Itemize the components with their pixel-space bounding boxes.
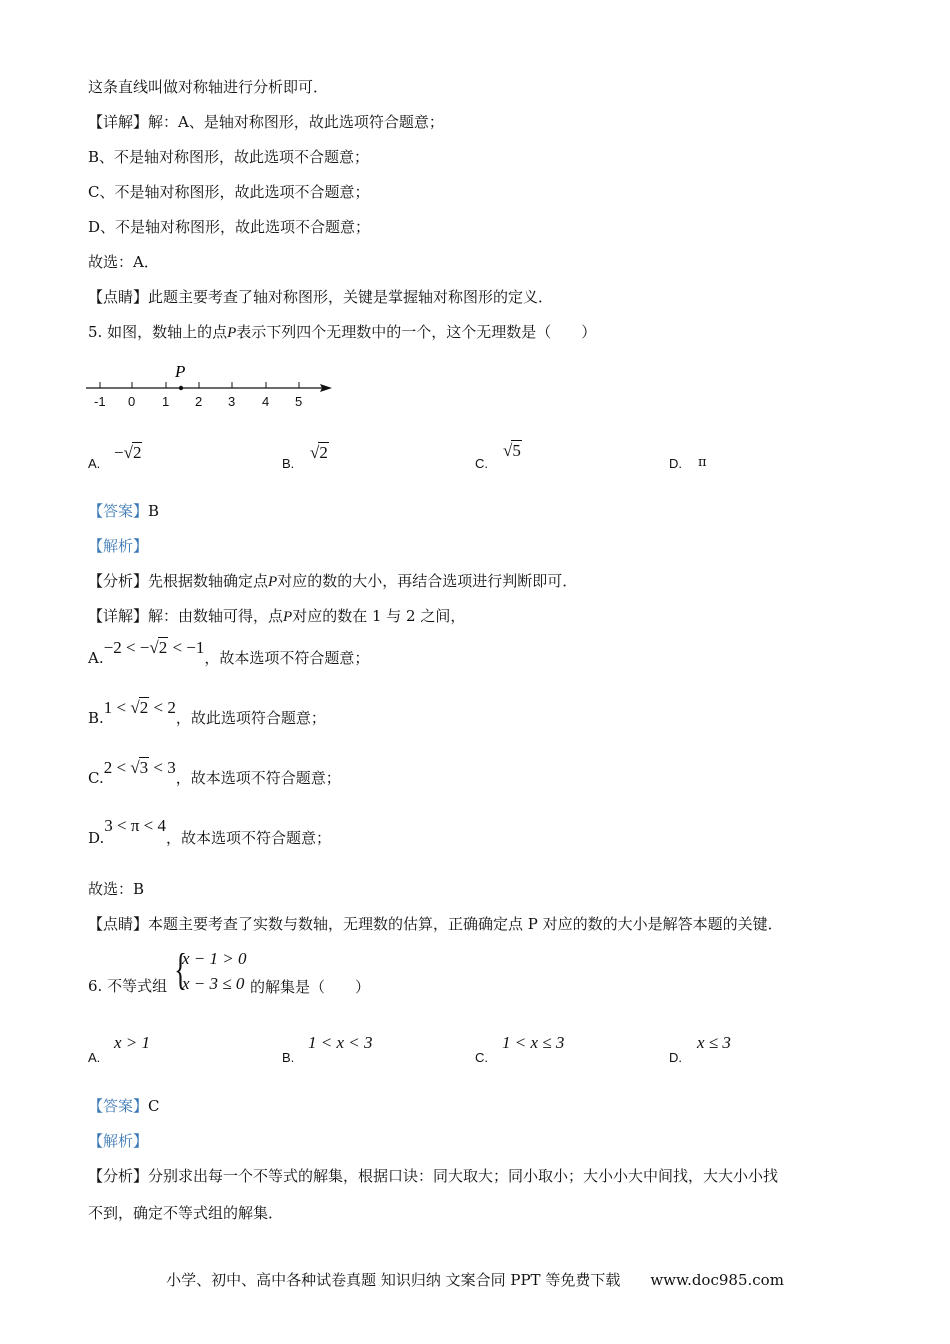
tick-label: 4	[262, 394, 270, 409]
tick-label: 2	[195, 394, 203, 409]
option-a-value: −√2	[114, 443, 142, 462]
inequality-2: x − 3 ≤ 0	[182, 974, 245, 993]
option-b-label: B.	[282, 1050, 295, 1065]
option-d-value: x ≤ 3	[697, 1033, 731, 1052]
option-c-value: 1 < x ≤ 3	[502, 1033, 565, 1052]
tick-label: 0	[128, 394, 136, 409]
option-c-label: C.	[475, 1050, 488, 1065]
text-line: 【点睛】此题主要考查了轴对称图形，关键是掌握轴对称图形的定义．	[88, 288, 554, 306]
text-line: C、不是轴对称图形，故此选项不合题意；	[88, 183, 370, 201]
analysis-line: 【分析】先根据数轴确定点P对应的数的大小，再结合选项进行判断即可．	[88, 572, 578, 590]
step-c: C.2 < √3 < 3，故本选项不符合题意；	[88, 758, 341, 787]
point-p-dot	[179, 386, 183, 390]
tick-label: 3	[228, 394, 236, 409]
option-b-value: 1 < x < 3	[308, 1033, 373, 1052]
step-a: A.−2 < −√2 < −1，故本选项不符合题意；	[88, 638, 370, 667]
point-p-label: P	[175, 362, 186, 381]
comment-line: 【点睛】本题主要考查了实数与数轴，无理数的估算，正确确定点 P 对应的数的大小是解答本题的关键．	[88, 915, 783, 933]
analysis-line: 【分析】分别求出每一个不等式的解集，根据口诀：同大取大；同小取小；大小小大中间找，大大小小找	[88, 1167, 779, 1185]
text-line: 故选：A．	[88, 253, 159, 271]
number-line-figure	[86, 362, 338, 412]
option-d-value: π	[698, 455, 707, 470]
option-a-label: A.	[88, 456, 101, 471]
brace-icon: {	[174, 945, 187, 994]
option-c-value: √5	[503, 441, 521, 460]
analysis-heading: 【解析】	[88, 537, 149, 555]
text-line: 这条直线叫做对称轴进行分析即可．	[88, 78, 329, 96]
option-a-label: A.	[88, 1050, 101, 1065]
option-b-label: B.	[282, 456, 295, 471]
step-b: B.1 < √2 < 2，故此选项符合题意；	[88, 698, 326, 727]
text-line: D、不是轴对称图形，故此选项不合题意；	[88, 218, 371, 236]
tick-label: -1	[94, 394, 106, 409]
option-c-label: C.	[475, 456, 488, 471]
page-footer: 小学、初中、高中各种试卷真题 知识归纳 文案合同 PPT 等免费下载 www.doc985.com	[166, 1271, 784, 1289]
text-line: 【详解】解：A、是轴对称图形，故此选项符合题意；	[88, 113, 444, 131]
answer-line: 【答案】B	[88, 502, 160, 520]
tick-label: 5	[295, 394, 303, 409]
tick-label: 1	[162, 394, 170, 409]
analysis-line: 不到，确定不等式组的解集．	[88, 1204, 284, 1222]
question-5-stem: 5. 如图，数轴上的点P表示下列四个无理数中的一个，这个无理数是（ ）	[88, 323, 597, 341]
detail-line: 【详解】解：由数轴可得，点P对应的数在 1 与 2 之间，	[88, 607, 466, 625]
answer-line: 【答案】C	[88, 1097, 160, 1115]
option-b-value: √2	[310, 443, 328, 462]
question-6-stem: 6. 不等式组	[88, 977, 168, 995]
option-a-value: x > 1	[114, 1033, 151, 1052]
option-d-label: D.	[669, 1050, 682, 1065]
step-d: D.3 < π < 4，故本选项不符合题意；	[88, 816, 332, 847]
choose-line: 故选：B	[88, 880, 145, 898]
analysis-heading: 【解析】	[88, 1132, 149, 1150]
inequality-1: x − 1 > 0	[182, 949, 247, 968]
question-6-stem-end: 的解集是（ ）	[250, 978, 371, 996]
text-line: B、不是轴对称图形，故此选项不合题意；	[88, 148, 370, 166]
option-d-label: D.	[669, 456, 682, 471]
